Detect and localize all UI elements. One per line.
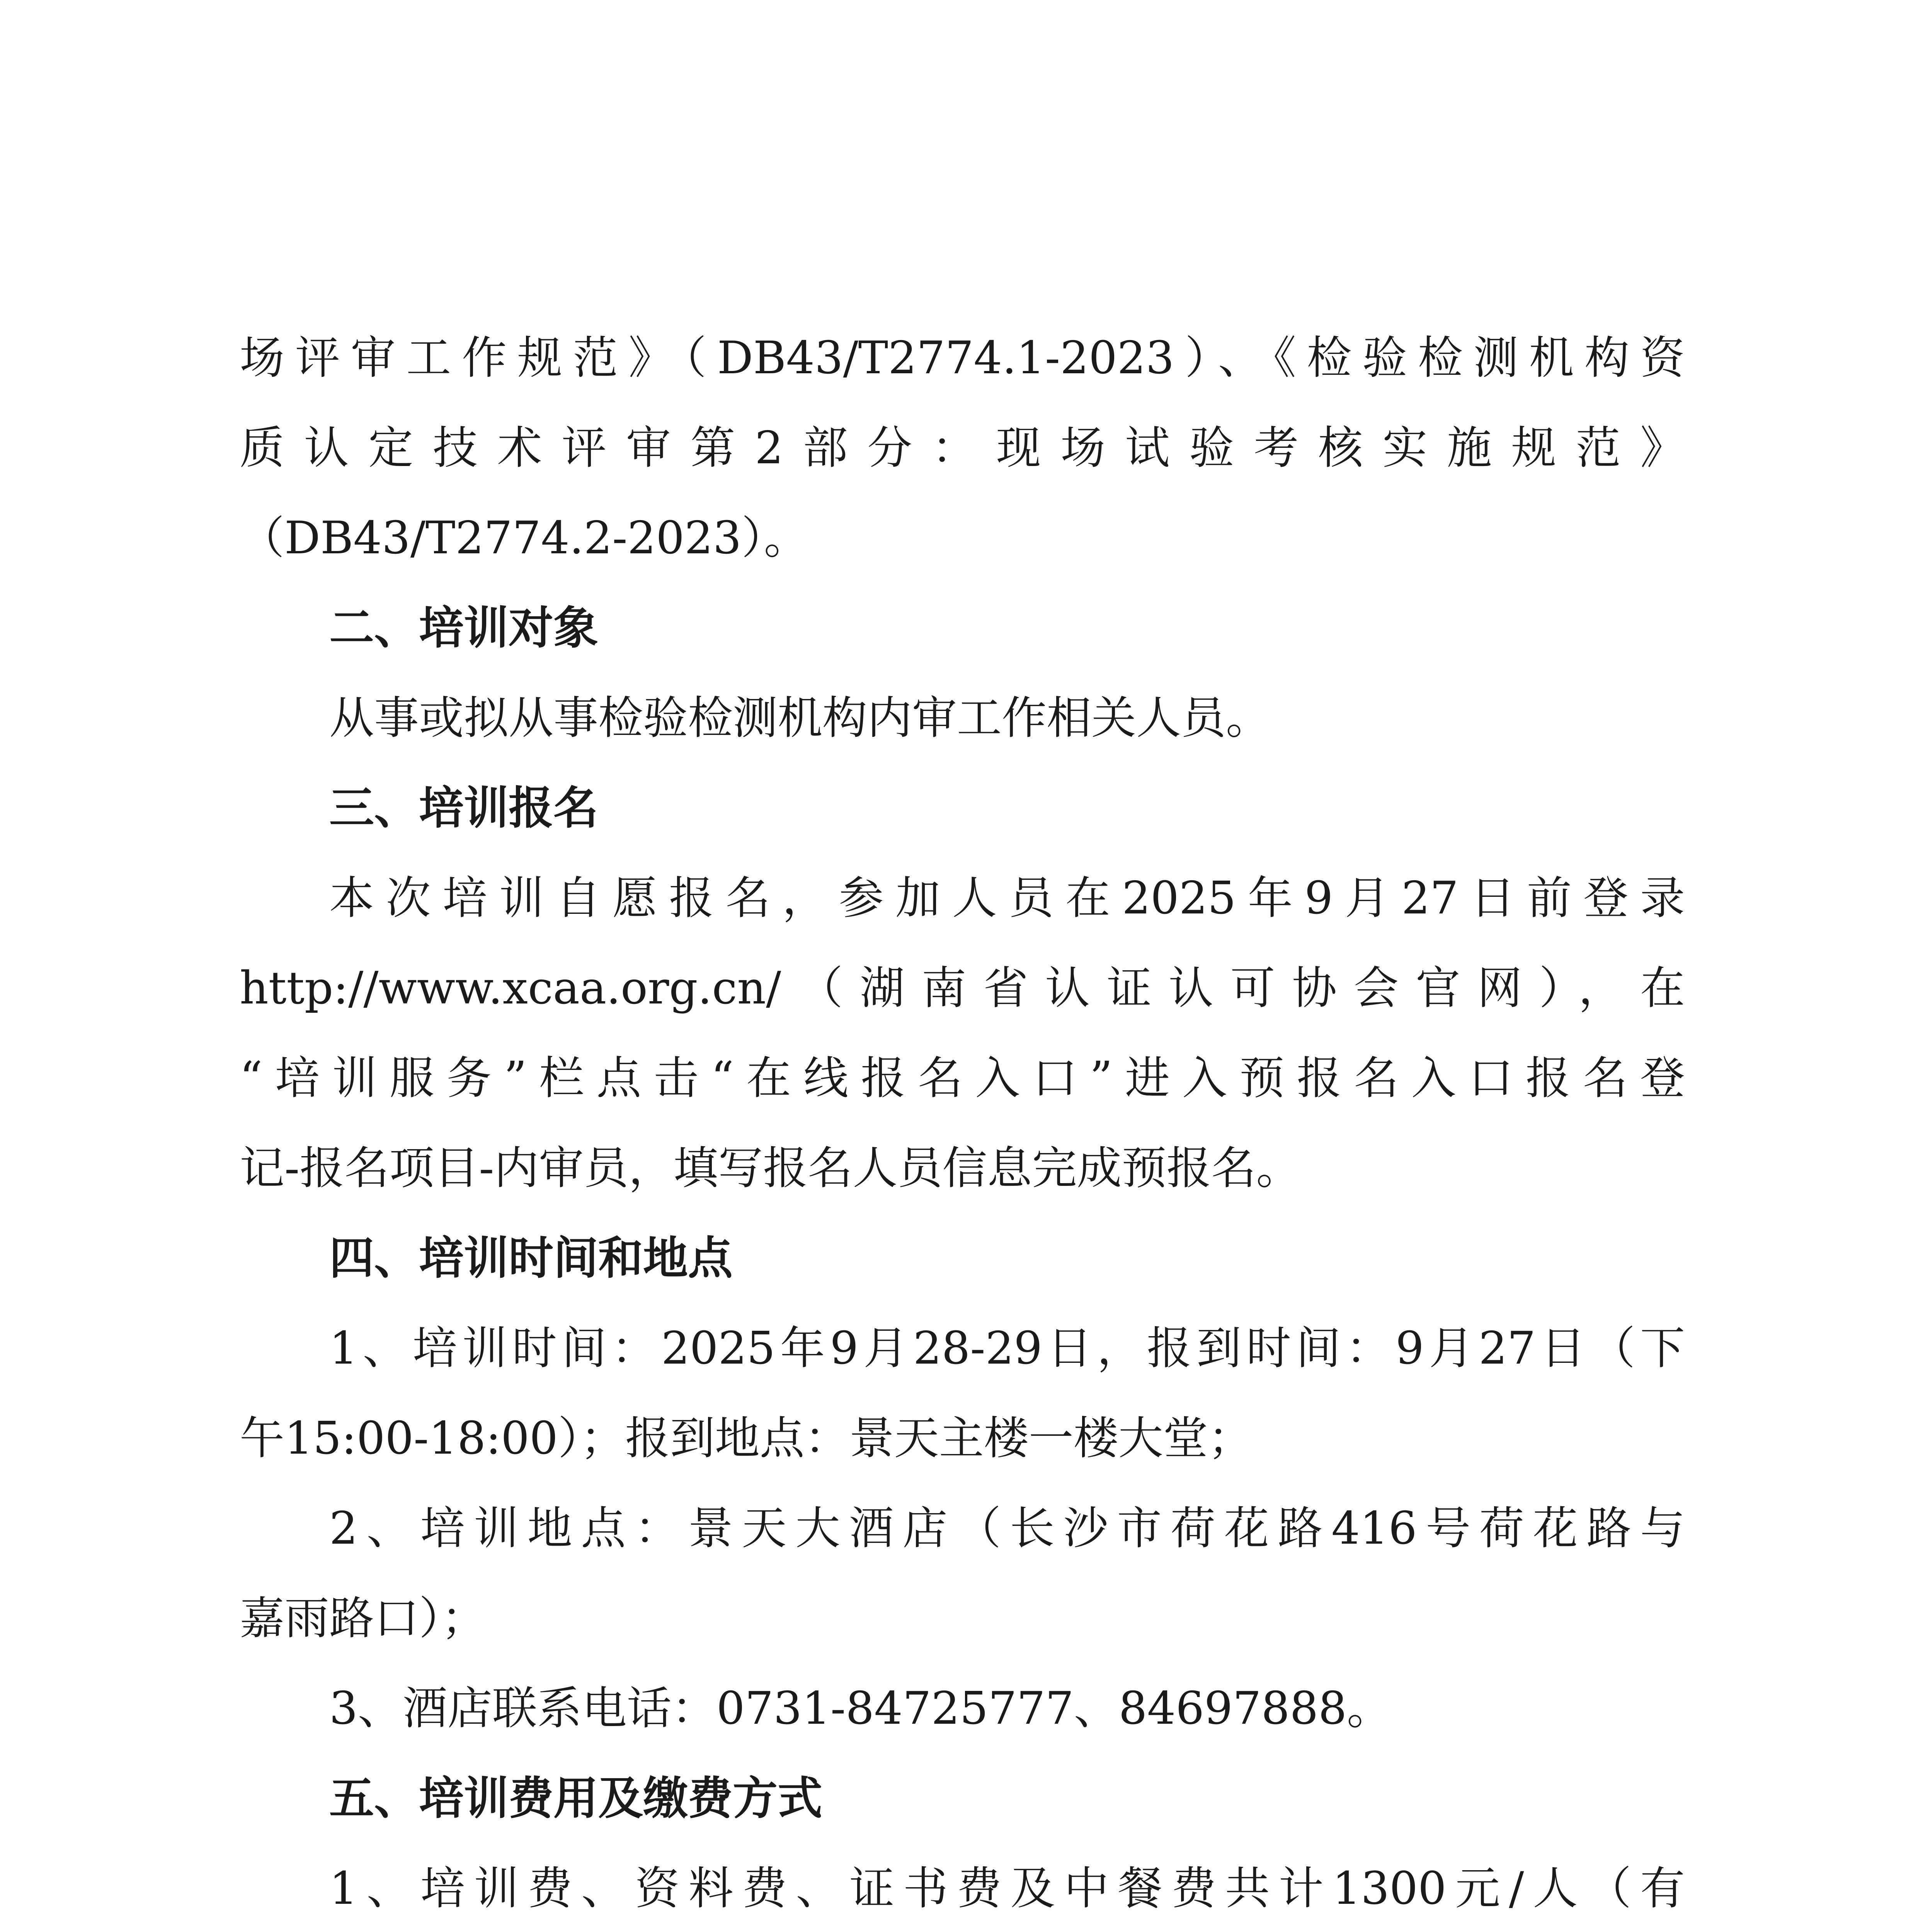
body-line: “培训服务”栏点击“在线报名入口”进入预报名入口报名登: [240, 1052, 1685, 1104]
section-heading: 四、培训时间和地点: [329, 1232, 733, 1284]
section-heading: 三、培训报名: [329, 782, 598, 834]
body-line: 3、酒店联系电话：0731-84725777、84697888。: [329, 1682, 1392, 1735]
body-line: 嘉雨路口）；: [240, 1592, 486, 1645]
body-line: 2、培训地点：景天大酒店（长沙市荷花路416号荷花路与: [329, 1502, 1685, 1554]
body-line: 1、培训时间：2025年9月28-29日，报到时间：9月27日（下: [329, 1322, 1685, 1374]
section-heading: 五、培训费用及缴费方式: [329, 1772, 822, 1825]
body-line: 记-报名项目-内审员，填写报名人员信息完成预报名。: [240, 1142, 1301, 1194]
document-body: [240, 313, 1685, 1932]
body-line: （DB43/T2774.2-2023）。: [240, 512, 809, 564]
body-line: 1、培训费、资料费、证书费及中餐费共计1300元/人（有: [329, 1862, 1685, 1915]
body-line: 本次培训自愿报名，参加人员在2025年9月27日前登录: [329, 872, 1685, 924]
section-heading: 二、培训对象: [329, 602, 598, 654]
body-line: 质认定技术评审第2部分：现场试验考核实施规范》: [240, 422, 1685, 474]
body-line: 从事或拟从事检验检测机构内审工作相关人员。: [329, 692, 1271, 744]
body-line: http://www.xcaa.org.cn/（湖南省认证认可协会官网），在: [240, 962, 1685, 1014]
body-line: 场评审工作规范》（DB43/T2774.1-2023）、《检验检测机构资: [240, 332, 1685, 384]
body-line: 午15:00-18:00）；报到地点：景天主楼一楼大堂；: [240, 1412, 1253, 1464]
